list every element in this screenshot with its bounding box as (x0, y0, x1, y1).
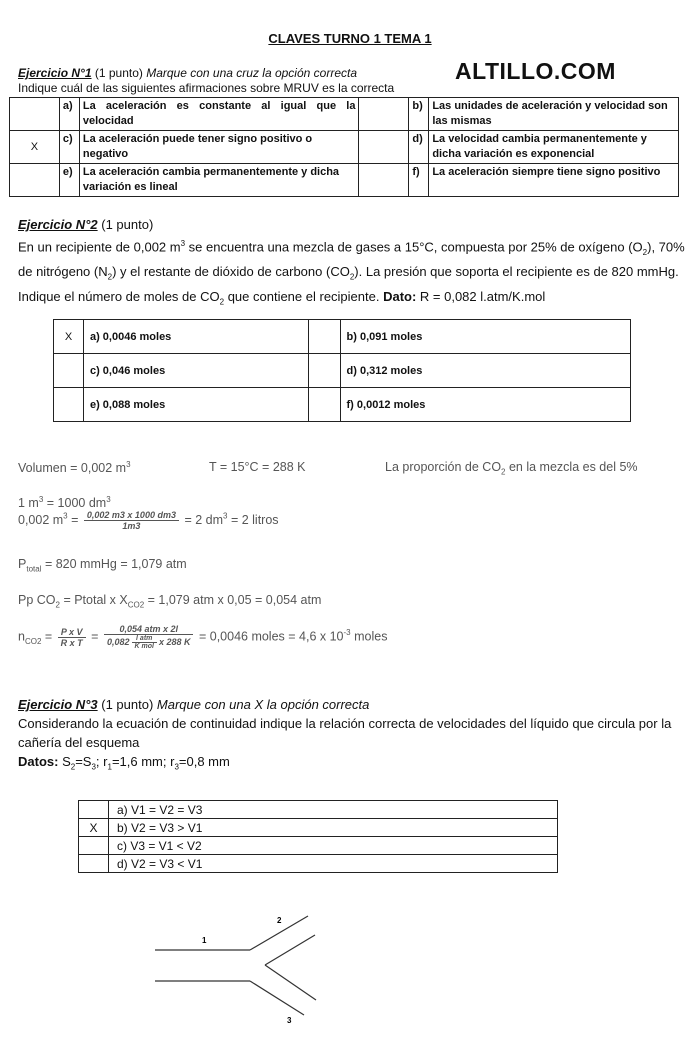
calc-text: = 1000 dm (43, 496, 107, 511)
ej2-option-f: f) 0,0012 moles (340, 388, 630, 422)
ej3-text: =0,8 mm (178, 754, 230, 769)
calc-text: n (18, 629, 25, 644)
calc-text: 0,082 (106, 636, 130, 647)
fraction-numerator: P x V (58, 627, 86, 638)
ej1-mark-f[interactable] (359, 164, 409, 197)
ej3-statement: Considerando la ecuación de continuidad indique la relación correcta de velocidades del líquido que circula por la cañería del esquema (18, 716, 672, 750)
ej2-text: ) y el restante de dióxido de carbono (CO (112, 263, 350, 279)
table-row (54, 388, 631, 422)
ej3-text: =1,6 mm; r (111, 754, 175, 769)
calc-fraction (104, 624, 194, 650)
ej2-heading-line (18, 215, 686, 234)
ej1-mark-d[interactable] (359, 131, 409, 164)
table-row (79, 837, 558, 855)
calc-sub: 2 (501, 467, 506, 477)
ej1-mark-a[interactable] (10, 98, 60, 131)
ej1-mark-b[interactable] (359, 98, 409, 131)
ej2-text: ), 70% de nitrógeno (N (18, 239, 685, 279)
ej3-option-d: d) V2 = V3 < V1 (108, 855, 557, 873)
calc-sup: 3 (223, 511, 228, 521)
ej2-text: que contiene el recipiente. (224, 288, 384, 304)
calc-sub: total (26, 564, 42, 574)
ej3-heading: Ejercicio N°3 (18, 697, 98, 712)
calc-sub: 2 (55, 600, 60, 610)
ej2-option-c: c) 0,046 moles (83, 354, 308, 388)
ej3-mark-b[interactable]: X (79, 819, 109, 837)
ej1-heading: Ejercicio N°1 (18, 66, 92, 80)
ej1-option-a: La aceleración es constante al igual que la velocidad (79, 98, 359, 131)
calc-moles (18, 624, 387, 650)
calc-text: moles (350, 629, 388, 644)
ej1-option-e: La aceleración cambia permanentemente y dicha variación es lineal (79, 164, 359, 197)
fraction-denominator (104, 635, 194, 650)
ej3-option-a: a) V1 = V2 = V3 (108, 801, 557, 819)
ej3-block (18, 695, 686, 777)
calc-text: = 2 litros (227, 512, 279, 527)
calc-text: = 820 mmHg = 1,079 atm (41, 557, 187, 571)
table-row (79, 855, 558, 873)
calc-sup: 3 (63, 511, 68, 521)
pipe-label-2: 2 (277, 916, 282, 925)
ej2-mark-e[interactable] (54, 388, 84, 422)
ej1-label-c: c) (59, 131, 79, 164)
ej3-options-table (78, 800, 558, 873)
ej3-option-c: c) V3 = V1 < V2 (108, 837, 557, 855)
calc-sub: CO2 (24, 636, 42, 646)
fraction-denominator: R x T (60, 637, 83, 648)
calc-temperature: T = 15°C = 288 K (209, 460, 306, 474)
ej3-text: ; r (95, 754, 108, 769)
calc-text: = 0,0046 moles = 4,6 x 10 (198, 629, 344, 644)
calc-text: P (18, 557, 27, 571)
table-row (79, 819, 558, 837)
ej3-instruction: Marque con una X la opción correcta (156, 697, 370, 712)
ej1-instruction: Marque con una cruz la opción correcta (146, 66, 357, 80)
calc-text: = (91, 629, 99, 644)
ej2-option-a: a) 0,0046 moles (83, 320, 308, 354)
ej2-sub: 2 (219, 297, 225, 307)
ej2-text: En un recipiente de 0,002 m (18, 239, 181, 255)
page-title: CLAVES TURNO 1 TEMA 1 (268, 31, 432, 46)
ej2-statement (18, 234, 686, 311)
table-row (10, 164, 679, 197)
calc-text: Pp CO (18, 593, 56, 607)
table-row (54, 354, 631, 388)
ej1-label-d: d) (409, 131, 429, 164)
ej2-option-b: b) 0,091 moles (340, 320, 630, 354)
calc-text: 1 m (18, 496, 39, 511)
ej2-points: (1 punto) (101, 217, 154, 232)
calc-text: 0,002 m (18, 512, 64, 527)
ej3-text: S (58, 754, 71, 769)
calc-ptotal (18, 557, 187, 574)
calc-volume (18, 460, 131, 475)
ej2-option-d: d) 0,312 moles (340, 354, 630, 388)
ej2-heading: Ejercicio N°2 (18, 217, 98, 232)
ej1-mark-c[interactable]: X (10, 131, 60, 164)
ej2-options-table (53, 319, 631, 422)
ej3-mark-d[interactable] (79, 855, 109, 873)
calc-sup: -3 (343, 628, 351, 638)
ej3-datos-label: Datos: (18, 754, 59, 769)
ej2-dato-label: Dato: (383, 288, 417, 304)
ej2-sup: 3 (180, 239, 186, 248)
ej2-text: ). La presión que soporta el recipiente es de 820 mmHg. Indique el número de moles de CO (18, 263, 679, 304)
ej2-sub: 2 (349, 272, 355, 282)
ej1-option-d: La velocidad cambia permanentemente y dicha variación es exponencial (429, 131, 679, 164)
ej2-mark-a[interactable]: X (54, 320, 84, 354)
ej2-mark-c[interactable] (54, 354, 84, 388)
ej1-option-f: La aceleración siempre tiene signo positivo (429, 164, 679, 197)
calc-partial-pressure (18, 593, 321, 610)
calc-fraction (132, 635, 157, 650)
ej3-sub: 3 (91, 762, 96, 772)
ej2-option-e: e) 0,088 moles (83, 388, 308, 422)
ej2-sub: 2 (642, 247, 648, 257)
calc-fraction (58, 627, 86, 648)
ej1-label-f: f) (409, 164, 429, 197)
ej3-sub: 3 (174, 762, 179, 772)
ej3-datos (18, 752, 686, 777)
pipe-label-3: 3 (287, 1016, 292, 1025)
table-row (10, 98, 679, 131)
calc-conversion-2 (18, 510, 279, 531)
calc-fraction (84, 510, 179, 531)
ej1-heading-line (18, 66, 357, 80)
ej1-label-a: a) (59, 98, 79, 131)
fraction-denominator: 1m3 (122, 521, 141, 531)
calc-conversion-1 (18, 495, 111, 510)
calc-text: Volumen = 0,002 m (18, 461, 127, 476)
ej3-points: (1 punto) (101, 697, 154, 712)
calc-proportion (385, 460, 638, 477)
calc-text: = (67, 512, 79, 527)
fraction-numerator: 0,002 m3 x 1000 dm3 (84, 510, 179, 521)
ej3-heading-line (18, 695, 686, 714)
pipe-label-1: 1 (202, 936, 207, 945)
calc-text: La proporción de CO (385, 460, 502, 474)
table-row (10, 131, 679, 164)
ej3-mark-a[interactable] (79, 801, 109, 819)
calc-text: = (41, 629, 53, 644)
ej2-mark-f[interactable] (308, 388, 340, 422)
ej1-option-b: Las unidades de aceleración y velocidad son las mismas (429, 98, 679, 131)
ej1-label-e: e) (59, 164, 79, 197)
ej3-text: =S (75, 754, 92, 769)
pipe-diagram (140, 905, 340, 1030)
table-row (54, 320, 631, 354)
ej3-option-b: b) V2 = V3 > V1 (108, 819, 557, 837)
ej1-points: (1 punto) (94, 66, 143, 80)
fraction-numerator: l atm (132, 635, 157, 643)
ej1-option-c: La aceleración puede tener signo positivo o negativo (79, 131, 359, 164)
table-row (79, 801, 558, 819)
ej3-sub: 1 (107, 762, 112, 772)
ej3-mark-c[interactable] (79, 837, 109, 855)
calc-text: = Ptotal x X (59, 593, 128, 607)
ej2-block (18, 215, 686, 311)
altillo-watermark: ALTILLO.COM (455, 58, 616, 84)
ej2-mark-d[interactable] (308, 354, 340, 388)
ej1-label-b: b) (409, 98, 429, 131)
fraction-denominator: K mol (134, 643, 154, 650)
ej1-mark-e[interactable] (10, 164, 60, 197)
calc-sup: 3 (126, 460, 131, 469)
fraction-numerator: 0,054 atm x 2l (104, 624, 194, 635)
calc-text: = 2 dm (184, 512, 224, 527)
calc-text: en la mezcla es del 5% (505, 460, 638, 474)
ej2-dato: R = 0,082 l.atm/K.mol (416, 288, 546, 304)
ej2-sub: 2 (107, 272, 113, 282)
calc-text: x 288 K (158, 636, 191, 647)
pipe-line (265, 935, 315, 965)
calc-sup: 3 (106, 495, 111, 504)
calc-sub: CO2 (127, 600, 145, 610)
ej1-options-table (9, 97, 679, 197)
calc-sup: 3 (38, 495, 44, 504)
ej2-text: se encuentra una mezcla de gases a 15°C, compuesta por 25% de oxígeno (O (185, 239, 643, 255)
ej2-mark-b[interactable] (308, 320, 340, 354)
ej3-sub: 2 (70, 762, 76, 772)
ej1-prompt: Indique cuál de las siguientes afirmaciones sobre MRUV es la correcta (18, 81, 395, 95)
calc-text: = 1,079 atm x 0,05 = 0,054 atm (144, 593, 322, 607)
